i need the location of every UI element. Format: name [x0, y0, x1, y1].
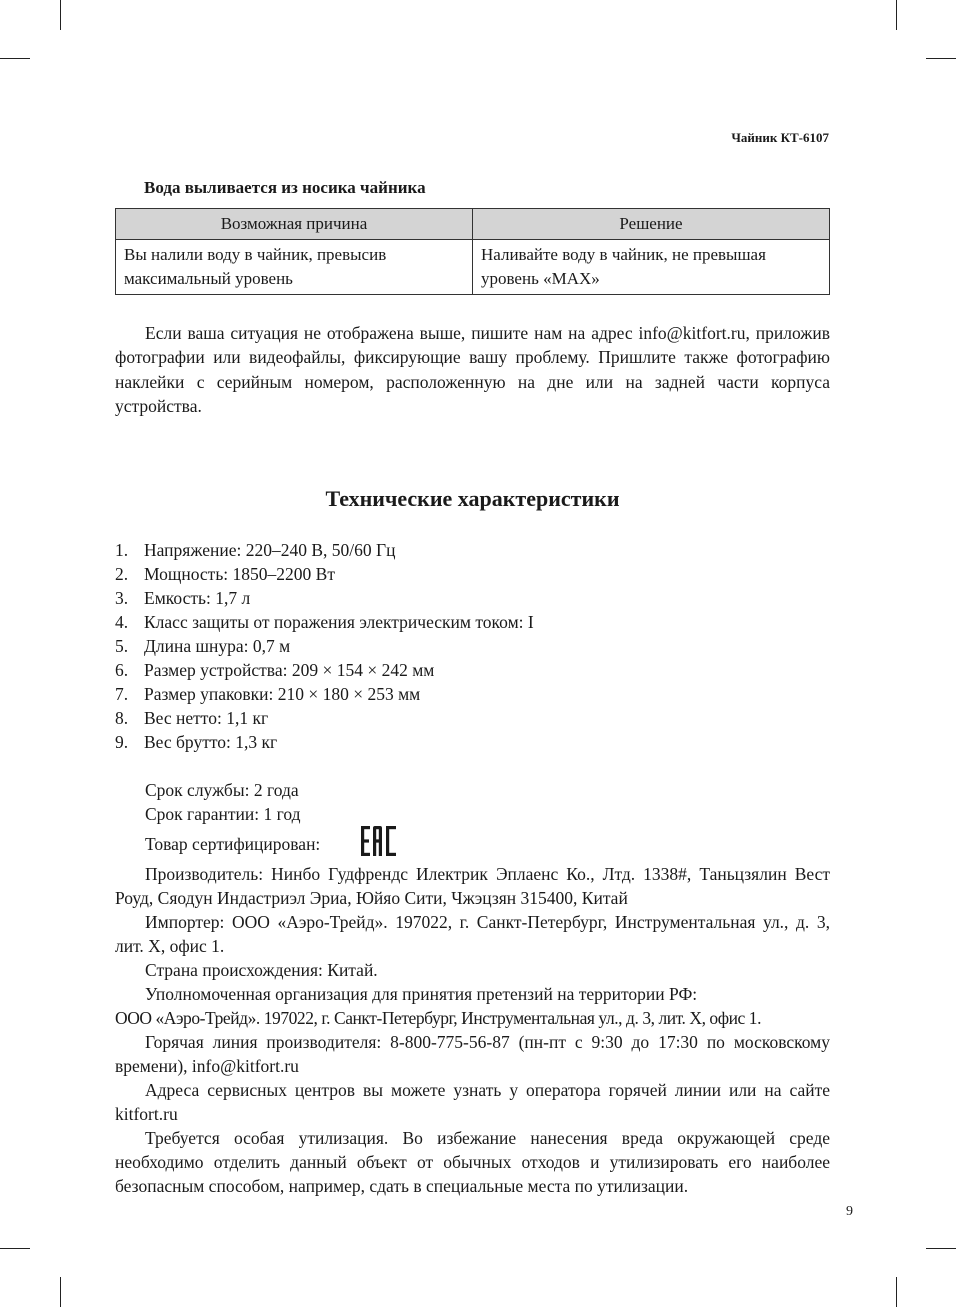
- list-item: [115, 730, 534, 754]
- item-number: 8.: [115, 708, 129, 728]
- item-number: 9.: [115, 732, 129, 752]
- item-text: Размер упаковки: 210 × 180 × 253 мм: [144, 684, 421, 704]
- importer: Импортер: ООО «Аэро-Трейд». 197022, г. Санкт-Петербург, Инструментальная ул., д. 3, лит. Х, офис 1.: [115, 912, 830, 956]
- contact-paragraph: Если ваша ситуация не отображена выше, пишите нам на адрес info@kitfort.ru, приложив фотографии или видеофайлы, фиксирующие вашу проблему. Пришлите также фотографию наклейки с серийным номером, расположенную на дне или на задней части корпуса устройства.: [115, 323, 830, 416]
- solution-cell: Наливайте воду в чайник, не превышая уровень «MAX»: [473, 240, 830, 295]
- disposal-notice: Требуется особая утилизация. Во избежание нанесения вреда окружающей среде необходимо отделить данный объект от обычных отходов и утилизировать его наиболее безопасным способом, например, сдать в специальные места по утилизации.: [115, 1128, 830, 1196]
- cause-cell: Вы налили воду в чайник, превысив максимальный уровень: [116, 240, 473, 295]
- certification-line: [115, 826, 830, 862]
- column-header-cause: Возможная причина: [116, 209, 473, 240]
- item-text: Вес брутто: 1,3 кг: [144, 732, 278, 752]
- list-item: [115, 538, 534, 562]
- crop-mark: [60, 1277, 61, 1307]
- list-item: [115, 634, 534, 658]
- troubleshooting-table: [115, 208, 830, 295]
- specs-title: Технические характеристики: [325, 486, 620, 511]
- item-text: Вес нетто: 1,1 кг: [144, 708, 269, 728]
- item-text: Размер устройства: 209 × 154 × 242 мм: [144, 660, 435, 680]
- eac-mark-icon: [330, 826, 400, 862]
- warranty: Срок гарантии: 1 год: [145, 804, 301, 824]
- item-number: 7.: [115, 684, 129, 704]
- item-text: Длина шнура: 0,7 м: [144, 636, 291, 656]
- table-row: [116, 240, 830, 295]
- item-text: Мощность: 1850–2200 Вт: [144, 564, 335, 584]
- crop-mark: [0, 58, 30, 59]
- service-life: Срок службы: 2 года: [145, 780, 299, 800]
- page-number: 9: [846, 1204, 853, 1219]
- item-number: 1.: [115, 540, 129, 560]
- list-item: [115, 706, 534, 730]
- crop-mark: [896, 1277, 897, 1307]
- specs-list: [115, 538, 534, 754]
- troubleshooting-title: Вода выливается из носика чайника: [144, 178, 426, 197]
- contact-paragraph-block: [115, 321, 830, 418]
- crop-mark: [0, 1248, 30, 1249]
- authorized-org-label: Уполномоченная организация для принятия претензий на территории РФ:: [145, 984, 698, 1004]
- running-header: Чайник КТ-6107: [731, 130, 829, 145]
- item-text: Напряжение: 220–240 В, 50/60 Гц: [144, 540, 396, 560]
- authorized-org: ООО «Аэро-Трейд». 197022, г. Санкт-Петербург, Инструментальная ул., д. 3, лит. Х, офис 1.: [115, 1008, 762, 1028]
- table-header-row: [116, 209, 830, 240]
- crop-mark: [896, 0, 897, 30]
- item-number: 4.: [115, 612, 129, 632]
- list-item: [115, 682, 534, 706]
- hotline: Горячая линия производителя: 8-800-775-56-87 (пн-пт с 9:30 до 17:30 по московскому времени), info@kitfort.ru: [115, 1032, 830, 1076]
- country-of-origin: Страна происхождения: Китай.: [145, 960, 378, 980]
- crop-mark: [926, 58, 956, 59]
- crop-mark: [926, 1248, 956, 1249]
- product-info: [115, 778, 830, 1198]
- list-item: [115, 562, 534, 586]
- list-item: [115, 658, 534, 682]
- item-text: Класс защиты от поражения электрическим током: I: [144, 612, 534, 632]
- list-item: [115, 586, 534, 610]
- manufacturer: Производитель: Нинбо Гудфрендс Илектрик Эплаенс Ко., Лтд. 1338#, Таньцзялин Вест Роуд, Сяодун Индастриэл Эриа, Юйяо Сити, Чжэцзян 315400, Китай: [115, 864, 830, 908]
- column-header-solution: Решение: [473, 209, 830, 240]
- item-text: Емкость: 1,7 л: [144, 588, 251, 608]
- service-centers: Адреса сервисных центров вы можете узнать у оператора горячей линии или на сайте kitfort.ru: [115, 1080, 830, 1124]
- item-number: 5.: [115, 636, 129, 656]
- certified-label: Товар сертифицирован:: [145, 834, 321, 854]
- item-number: 3.: [115, 588, 129, 608]
- item-number: 2.: [115, 564, 129, 584]
- list-item: [115, 610, 534, 634]
- crop-mark: [60, 0, 61, 30]
- item-number: 6.: [115, 660, 129, 680]
